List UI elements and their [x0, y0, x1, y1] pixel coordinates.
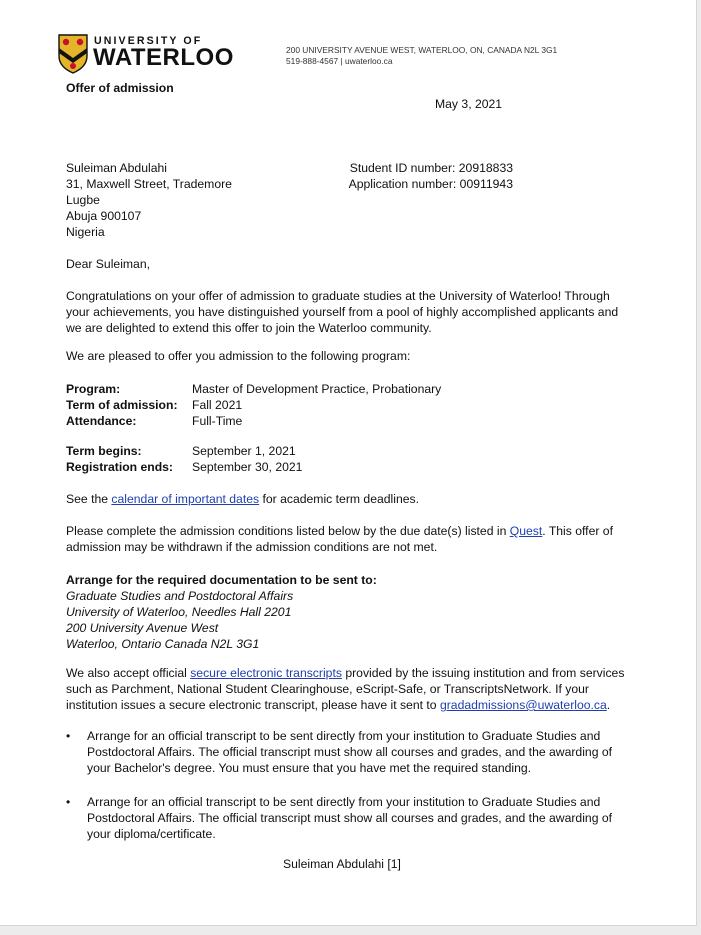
electronic-line: such as Parchment, National Student Clearinghouse, eScript-Safe, or TranscriptsNetwork. If your [66, 682, 589, 696]
term-label: Term of admission: [66, 398, 178, 412]
attendance-value: Full-Time [192, 414, 243, 428]
intro-line: we are delighted to extend this offer to join the Waterloo community. [66, 321, 432, 335]
doc-title: Offer of admission [66, 81, 174, 95]
offer-line: We are pleased to offer you admission to the following program: [66, 349, 411, 363]
documentation-line: University of Waterloo, Needles Hall 2201 [66, 605, 292, 619]
id-numbers [348, 160, 513, 192]
bullet-line: your diploma/certificate. [87, 827, 216, 841]
conditions-line: admission may be withdrawn if the admission conditions are not met. [66, 540, 438, 554]
address-line-1: 200 UNIVERSITY AVENUE WEST, WATERLOO, ON, CANADA N2L 3G1 [286, 45, 558, 55]
intro-paragraph [66, 288, 618, 336]
electronic-text: institution issues a secure electronic transcript, please have it sent to [66, 698, 440, 712]
term-value: Fall 2021 [192, 398, 243, 412]
registration-ends-row [66, 459, 303, 475]
documentation-heading: Arrange for the required documentation to be sent to: [66, 573, 377, 587]
electronic-text: We also accept official [66, 666, 191, 680]
program-table [66, 381, 442, 429]
documentation-block [66, 572, 377, 652]
attendance-row [66, 413, 243, 429]
bullet-dot-icon: • [66, 729, 71, 743]
gradadmissions-email-link[interactable]: gradadmissions@uwaterloo.ca [439, 698, 607, 712]
conditions-text: Please complete the admission conditions listed below by the due date(s) listed in [66, 524, 510, 538]
bullet-dot-icon: • [66, 795, 71, 809]
logo-university-of: UNIVERSITY OF [94, 35, 203, 47]
calendar-link[interactable]: calendar of important dates [111, 492, 260, 506]
bullet-item [66, 728, 626, 776]
university-address [286, 45, 557, 67]
student-id: Student ID number: 20918833 [349, 161, 513, 175]
letter-date: May 3, 2021 [435, 97, 503, 111]
conditions-line [66, 523, 613, 539]
bullet-item [66, 794, 626, 842]
electronic-line [66, 697, 624, 713]
quest-link[interactable]: Quest [509, 524, 543, 538]
recipient-name: Suleiman Abdulahi [66, 161, 167, 175]
university-logo [58, 34, 234, 78]
term-table [66, 443, 303, 475]
term-begins-label: Term begins: [66, 444, 142, 458]
attendance-label: Attendance: [66, 414, 137, 428]
calendar-paragraph [66, 491, 419, 507]
term-begins-value: September 1, 2021 [192, 444, 296, 458]
electronic-text: . [606, 698, 611, 712]
term-begins-row [66, 443, 296, 459]
address-line-2: 519-888-4567 | uwaterloo.ca [286, 56, 393, 66]
electronic-text: provided by the issuing institution and from services [341, 666, 625, 680]
documentation-line: Graduate Studies and Postdoctoral Affairs [66, 589, 294, 603]
conditions-paragraph [66, 523, 613, 555]
bullet-line: your Bachelor's degree. You must ensure that you have met the required standing. [87, 761, 532, 775]
salutation: Dear Suleiman, [66, 257, 150, 271]
program-row [66, 381, 442, 397]
recipient-area: Lugbe [66, 193, 100, 207]
documentation-line: Waterloo, Ontario Canada N2L 3G1 [66, 637, 260, 651]
documentation-line: 200 University Avenue West [66, 621, 219, 635]
recipient-city: Abuja 900107 [66, 209, 142, 223]
recipient-country: Nigeria [66, 225, 105, 239]
calendar-text: for academic term deadlines. [259, 492, 419, 506]
secure-transcripts-link[interactable]: secure electronic transcripts [190, 666, 342, 680]
logo-waterloo: WATERLOO [93, 44, 234, 71]
program-value: Master of Development Practice, Probationary [192, 382, 442, 396]
intro-line: Congratulations on your offer of admission to graduate studies at the University of Waterloo! Through [66, 289, 610, 303]
bullet-line: Arrange for an official transcript to be sent directly from your institution to Graduate Studies and [87, 795, 601, 809]
bullet-line: Arrange for an official transcript to be sent directly from your institution to Graduate Studies and [87, 729, 601, 743]
application-number: Application number: 00911943 [348, 177, 513, 191]
calendar-text: See the [66, 492, 112, 506]
program-label: Program: [66, 382, 121, 396]
page-footer: Suleiman Abdulahi [1] [283, 857, 401, 871]
recipient-address [66, 160, 232, 240]
bullet-line: Postdoctoral Affairs. The official transcript must show all courses and grades, and the awarding of [87, 745, 613, 759]
registration-ends-value: September 30, 2021 [192, 460, 303, 474]
electronic-paragraph [66, 665, 624, 713]
recipient-street: 31, Maxwell Street, Trademore [66, 177, 232, 191]
crest-icon [58, 34, 88, 74]
electronic-line [66, 665, 624, 681]
bullet-line: Postdoctoral Affairs. The official transcript must show all courses and grades, and the awarding of [87, 811, 613, 825]
intro-line: your achievements, you have distinguished yourself from a pool of highly accomplished applicants and [66, 305, 619, 319]
conditions-text: . This offer of [542, 524, 613, 538]
term-row [66, 397, 243, 413]
registration-ends-label: Registration ends: [66, 460, 173, 474]
